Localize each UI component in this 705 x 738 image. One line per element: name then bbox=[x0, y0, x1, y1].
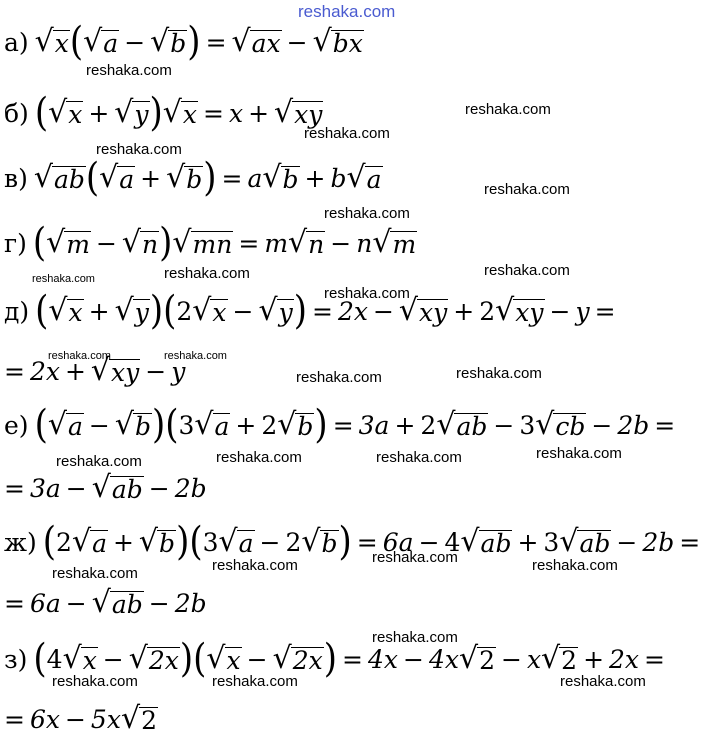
operator: − bbox=[88, 410, 110, 440]
sqrt bbox=[460, 524, 512, 559]
parenthesis: ) bbox=[151, 402, 166, 448]
radical-sign: √ bbox=[495, 293, 515, 328]
sqrt bbox=[114, 95, 149, 130]
operator: − bbox=[372, 296, 394, 326]
math-term: 2x bbox=[337, 296, 368, 326]
sqrt bbox=[541, 641, 578, 676]
watermark: reshaka.com bbox=[536, 445, 622, 462]
operator: = bbox=[4, 704, 25, 734]
radicand: 2 bbox=[479, 645, 495, 675]
math-term: 2x bbox=[29, 356, 60, 386]
sqrt bbox=[47, 407, 84, 442]
sqrt bbox=[91, 470, 144, 505]
parenthesis: ) bbox=[176, 519, 190, 565]
radicand: x bbox=[68, 297, 83, 327]
radicand: a bbox=[119, 164, 135, 194]
radical-sign: √ bbox=[91, 470, 111, 505]
radical-sign: √ bbox=[262, 160, 282, 195]
label-a: а) bbox=[4, 27, 29, 57]
watermark: reshaka.com bbox=[456, 365, 542, 382]
parenthesis: 4 bbox=[46, 644, 63, 674]
radicand: m bbox=[392, 229, 417, 259]
radical-sign: √ bbox=[535, 407, 555, 442]
watermark: reshaka.com bbox=[304, 125, 390, 142]
sqrt bbox=[436, 407, 488, 442]
equation-g bbox=[4, 220, 417, 266]
radical-sign: √ bbox=[541, 641, 561, 676]
radicand: ab bbox=[579, 528, 611, 558]
parenthesis: ( bbox=[165, 402, 179, 448]
radical-sign: √ bbox=[172, 225, 192, 260]
parenthesis: ) bbox=[338, 519, 352, 565]
operator: − bbox=[232, 296, 254, 326]
operator: − bbox=[259, 527, 281, 557]
operator: + bbox=[394, 410, 416, 440]
parenthesis: ( bbox=[85, 155, 100, 201]
radical-sign: √ bbox=[114, 407, 134, 442]
math-term: x bbox=[228, 98, 244, 128]
radicand: x bbox=[68, 99, 83, 129]
sqrt bbox=[166, 160, 203, 195]
radical-sign: √ bbox=[436, 407, 456, 442]
radicand: ab bbox=[480, 528, 512, 558]
radicand: n bbox=[308, 229, 325, 259]
label-b: б) bbox=[4, 98, 29, 128]
label-zh: ж) bbox=[4, 527, 37, 557]
equation-v bbox=[4, 155, 383, 201]
operator: + bbox=[112, 527, 134, 557]
math-term: 6a bbox=[29, 588, 61, 618]
parenthesis: ( bbox=[34, 90, 49, 136]
sqrt bbox=[346, 160, 383, 195]
sqrt bbox=[46, 225, 91, 260]
radical-sign: √ bbox=[460, 524, 480, 559]
watermark: reshaka.com bbox=[376, 449, 462, 466]
radical-sign: √ bbox=[277, 407, 297, 442]
radical-sign: √ bbox=[114, 95, 134, 130]
math-term: y bbox=[575, 296, 590, 326]
watermark: reshaka.com bbox=[212, 557, 298, 574]
watermark: reshaka.com bbox=[484, 181, 570, 198]
sqrt bbox=[312, 24, 364, 59]
operator: − bbox=[102, 644, 124, 674]
radicand: x bbox=[212, 297, 227, 327]
label-d: д) bbox=[4, 296, 30, 326]
parenthesis: 2 bbox=[285, 527, 302, 557]
radical-sign: √ bbox=[128, 641, 148, 676]
radical-sign: √ bbox=[48, 293, 68, 328]
radical-sign: √ bbox=[114, 293, 134, 328]
operator: − bbox=[402, 644, 424, 674]
operator: + bbox=[453, 296, 475, 326]
watermark: reshaka.com bbox=[324, 205, 410, 222]
label-e: е) bbox=[4, 410, 29, 440]
sqrt bbox=[206, 641, 241, 676]
radical-sign: √ bbox=[162, 95, 182, 130]
radicand: 2 bbox=[141, 705, 157, 735]
sqrt bbox=[301, 524, 338, 559]
radical-sign: √ bbox=[231, 24, 251, 59]
sqrt bbox=[150, 24, 187, 59]
watermark-top: reshaka.com bbox=[298, 2, 396, 21]
operator: − bbox=[493, 410, 515, 440]
sqrt bbox=[34, 24, 70, 59]
sqrt bbox=[172, 225, 233, 260]
parenthesis: ) bbox=[149, 288, 164, 334]
radical-sign: √ bbox=[120, 701, 141, 736]
parenthesis: ) bbox=[159, 220, 173, 266]
radical-sign: √ bbox=[138, 524, 159, 559]
radicand: n bbox=[142, 229, 159, 259]
operator: + bbox=[88, 296, 110, 326]
radical-sign: √ bbox=[121, 225, 142, 260]
parenthesis: 4 bbox=[444, 527, 461, 557]
radical-sign: √ bbox=[47, 407, 67, 442]
parenthesis: ( bbox=[35, 288, 49, 334]
math-term: 2b bbox=[617, 410, 650, 440]
parenthesis: ( bbox=[69, 19, 84, 65]
sqrt bbox=[91, 585, 144, 620]
radical-sign: √ bbox=[206, 641, 226, 676]
radicand: ab bbox=[111, 474, 143, 504]
radical-sign: √ bbox=[372, 225, 392, 260]
operator: = bbox=[312, 296, 333, 326]
watermark: reshaka.com bbox=[465, 101, 551, 118]
parenthesis: 3 bbox=[543, 527, 560, 557]
radical-sign: √ bbox=[46, 225, 66, 260]
equation-e bbox=[4, 402, 680, 448]
sqrt bbox=[99, 160, 135, 195]
math-term: x bbox=[526, 644, 542, 674]
parenthesis: 2 bbox=[479, 296, 496, 326]
math-term: 6a bbox=[382, 527, 414, 557]
operator: + bbox=[583, 644, 605, 674]
parenthesis: 3 bbox=[519, 410, 536, 440]
operator: = bbox=[356, 527, 378, 557]
radicand: b bbox=[186, 164, 203, 194]
radical-sign: √ bbox=[192, 293, 212, 328]
operator: − bbox=[124, 27, 146, 57]
radicand: x bbox=[82, 645, 97, 675]
radicand: b bbox=[159, 528, 176, 558]
radicand: b bbox=[282, 164, 299, 194]
radicand: a bbox=[214, 411, 230, 441]
watermark: reshaka.com bbox=[216, 449, 302, 466]
parenthesis: ) bbox=[149, 90, 163, 136]
operator: = bbox=[342, 644, 363, 674]
radicand: x bbox=[182, 99, 198, 129]
parenthesis: 2 bbox=[176, 296, 193, 326]
operator: − bbox=[418, 527, 440, 557]
operator: = bbox=[4, 356, 25, 386]
radical-sign: √ bbox=[90, 353, 111, 388]
watermark: reshaka.com bbox=[532, 557, 618, 574]
radicand: b bbox=[134, 411, 151, 441]
operator: − bbox=[145, 356, 167, 386]
watermark: reshaka.com bbox=[296, 369, 382, 386]
sqrt bbox=[559, 524, 611, 559]
math-term: 2b bbox=[642, 527, 675, 557]
radicand: a bbox=[103, 28, 119, 58]
sqrt bbox=[458, 641, 496, 676]
radical-sign: √ bbox=[559, 524, 579, 559]
radicand: ab bbox=[111, 589, 143, 619]
operator: − bbox=[65, 473, 87, 503]
radicand: xy bbox=[515, 297, 544, 327]
sqrt bbox=[372, 225, 417, 260]
operator: + bbox=[235, 410, 257, 440]
sqrt bbox=[231, 24, 282, 59]
sqrt bbox=[262, 160, 299, 195]
radical-sign: √ bbox=[71, 524, 92, 559]
math-term: m bbox=[264, 228, 289, 258]
radicand: m bbox=[66, 229, 90, 259]
radicand: a bbox=[92, 528, 107, 558]
parenthesis: ( bbox=[42, 519, 57, 565]
radical-sign: √ bbox=[83, 24, 103, 59]
radical-sign: √ bbox=[312, 24, 332, 59]
operator: = bbox=[4, 473, 25, 503]
sqrt bbox=[128, 641, 180, 676]
operator: + bbox=[88, 98, 110, 128]
operator: − bbox=[286, 27, 308, 57]
label-g: г) bbox=[4, 228, 27, 258]
operator: + bbox=[64, 356, 86, 386]
watermark: reshaka.com bbox=[86, 62, 172, 79]
watermark: reshaka.com bbox=[48, 350, 111, 362]
operator: − bbox=[616, 527, 638, 557]
equation-z-cont bbox=[4, 700, 158, 738]
radicand: y bbox=[134, 99, 149, 129]
radicand: b bbox=[297, 411, 314, 441]
radical-sign: √ bbox=[34, 24, 54, 59]
sqrt bbox=[83, 24, 119, 59]
radical-sign: √ bbox=[48, 95, 68, 130]
sqrt bbox=[71, 524, 108, 559]
radical-sign: √ bbox=[218, 524, 238, 559]
watermark: reshaka.com bbox=[56, 453, 142, 470]
operator: − bbox=[64, 704, 86, 734]
radicand: a bbox=[238, 528, 254, 558]
parenthesis: 2 bbox=[420, 410, 437, 440]
radicand: b bbox=[321, 528, 338, 558]
operator: = bbox=[644, 644, 665, 674]
operator: − bbox=[500, 644, 522, 674]
sqrt bbox=[162, 95, 198, 130]
radical-sign: √ bbox=[288, 225, 308, 260]
radical-sign: √ bbox=[301, 524, 321, 559]
equation-a bbox=[4, 19, 364, 65]
radicand: a bbox=[366, 164, 382, 194]
operator: = bbox=[4, 588, 25, 618]
radical-sign: √ bbox=[458, 641, 479, 676]
radical-sign: √ bbox=[91, 585, 111, 620]
equation-zh-cont bbox=[4, 584, 207, 622]
radicand: xy bbox=[294, 99, 323, 129]
sqrt bbox=[48, 293, 83, 328]
radical-sign: √ bbox=[398, 293, 419, 328]
radical-sign: √ bbox=[258, 293, 278, 328]
sqrt bbox=[258, 293, 293, 328]
math-term: 2b bbox=[174, 588, 207, 618]
parenthesis: ) bbox=[179, 636, 194, 682]
math-term: 5x bbox=[90, 704, 121, 734]
radicand: ab bbox=[456, 411, 488, 441]
label-v: в) bbox=[4, 163, 28, 193]
radicand: 2x bbox=[148, 645, 179, 675]
watermark: reshaka.com bbox=[52, 673, 138, 690]
radicand: ab bbox=[53, 164, 85, 194]
parenthesis: ) bbox=[187, 19, 201, 65]
sqrt bbox=[121, 225, 159, 260]
operator: = bbox=[654, 410, 676, 440]
radicand: x bbox=[226, 645, 241, 675]
math-term: 2b bbox=[174, 473, 207, 503]
sqrt bbox=[138, 524, 176, 559]
radicand: x bbox=[54, 28, 69, 58]
parenthesis: ( bbox=[33, 636, 47, 682]
sqrt bbox=[114, 407, 152, 442]
operator: = bbox=[332, 410, 354, 440]
sqrt bbox=[192, 293, 227, 328]
label-z: з) bbox=[4, 644, 28, 674]
operator: − bbox=[95, 228, 117, 258]
sqrt bbox=[218, 524, 255, 559]
sqrt bbox=[535, 407, 586, 442]
parenthesis: 2 bbox=[56, 527, 72, 557]
math-term: 2x bbox=[609, 644, 640, 674]
watermark: reshaka.com bbox=[96, 141, 182, 158]
parenthesis: ( bbox=[32, 220, 47, 266]
operator: + bbox=[304, 163, 326, 193]
radical-sign: √ bbox=[33, 160, 53, 195]
radicand: b bbox=[170, 28, 187, 58]
radical-sign: √ bbox=[194, 407, 214, 442]
watermark: reshaka.com bbox=[52, 565, 138, 582]
sqrt bbox=[272, 641, 324, 676]
parenthesis: ) bbox=[293, 288, 307, 334]
radical-sign: √ bbox=[346, 160, 366, 195]
radical-sign: √ bbox=[62, 641, 82, 676]
watermark: reshaka.com bbox=[164, 265, 250, 282]
parenthesis: ( bbox=[34, 402, 48, 448]
operator: − bbox=[65, 588, 87, 618]
math-term: 3a bbox=[358, 410, 390, 440]
operator: = bbox=[679, 527, 701, 557]
operator: = bbox=[238, 228, 260, 258]
sqrt bbox=[274, 95, 323, 130]
radical-sign: √ bbox=[150, 24, 170, 59]
sqrt bbox=[277, 407, 314, 442]
watermark: reshaka.com bbox=[212, 673, 298, 690]
operator: + bbox=[248, 98, 270, 128]
parenthesis: 3 bbox=[202, 527, 219, 557]
parenthesis: ) bbox=[314, 402, 328, 448]
parenthesis: ( bbox=[193, 636, 207, 682]
radicand: xy bbox=[419, 297, 448, 327]
sqrt bbox=[120, 701, 158, 736]
watermark: reshaka.com bbox=[372, 549, 458, 566]
parenthesis: ( bbox=[189, 519, 203, 565]
operator: = bbox=[203, 98, 224, 128]
math-term: 4x bbox=[428, 644, 459, 674]
radicand: 2 bbox=[561, 645, 578, 675]
parenthesis: ( bbox=[163, 288, 177, 334]
radicand: y bbox=[134, 297, 149, 327]
parenthesis: 3 bbox=[178, 410, 195, 440]
math-term: n bbox=[356, 228, 373, 258]
equation-d bbox=[4, 288, 621, 334]
sqrt bbox=[288, 225, 325, 260]
operator: − bbox=[148, 473, 170, 503]
radicand: y bbox=[278, 297, 293, 327]
equation-b bbox=[4, 90, 323, 136]
operator: = bbox=[221, 163, 243, 193]
equation-e-cont bbox=[4, 469, 207, 507]
operator: − bbox=[330, 228, 352, 258]
operator: = bbox=[205, 27, 227, 57]
math-term: a bbox=[247, 163, 263, 193]
operator: = bbox=[594, 296, 616, 326]
sqrt bbox=[194, 407, 230, 442]
radicand: xy bbox=[111, 357, 140, 387]
radicand: bx bbox=[332, 28, 363, 58]
parenthesis: 2 bbox=[261, 410, 278, 440]
radicand: 2x bbox=[292, 645, 323, 675]
radicand: mn bbox=[192, 229, 233, 259]
math-term: 6x bbox=[29, 704, 60, 734]
math-term: 3a bbox=[29, 473, 61, 503]
watermark: reshaka.com bbox=[372, 629, 458, 646]
operator: − bbox=[148, 588, 170, 618]
math-term: y bbox=[171, 356, 186, 386]
radicand: cb bbox=[555, 411, 586, 441]
radicand: a bbox=[67, 411, 83, 441]
parenthesis: ) bbox=[323, 636, 338, 682]
equation-zh bbox=[4, 519, 705, 565]
watermark: reshaka.com bbox=[164, 350, 227, 362]
radical-sign: √ bbox=[99, 160, 119, 195]
operator: − bbox=[591, 410, 613, 440]
operator: + bbox=[140, 163, 162, 193]
math-term: b bbox=[330, 163, 347, 193]
operator: − bbox=[549, 296, 571, 326]
watermark: reshaka.com bbox=[560, 673, 646, 690]
sqrt bbox=[62, 641, 98, 676]
watermark: reshaka.com bbox=[484, 262, 570, 279]
radical-sign: √ bbox=[274, 95, 294, 130]
parenthesis: ) bbox=[203, 155, 217, 201]
radical-sign: √ bbox=[166, 160, 186, 195]
sqrt bbox=[114, 293, 150, 328]
sqrt bbox=[33, 160, 86, 195]
operator: − bbox=[246, 644, 268, 674]
math-term: 4x bbox=[367, 644, 398, 674]
sqrt bbox=[48, 95, 83, 130]
watermark: reshaka.com bbox=[32, 273, 95, 285]
sqrt bbox=[495, 293, 544, 328]
operator: + bbox=[517, 527, 539, 557]
radicand: ax bbox=[251, 28, 281, 58]
radical-sign: √ bbox=[272, 641, 292, 676]
watermark: reshaka.com bbox=[324, 285, 410, 302]
